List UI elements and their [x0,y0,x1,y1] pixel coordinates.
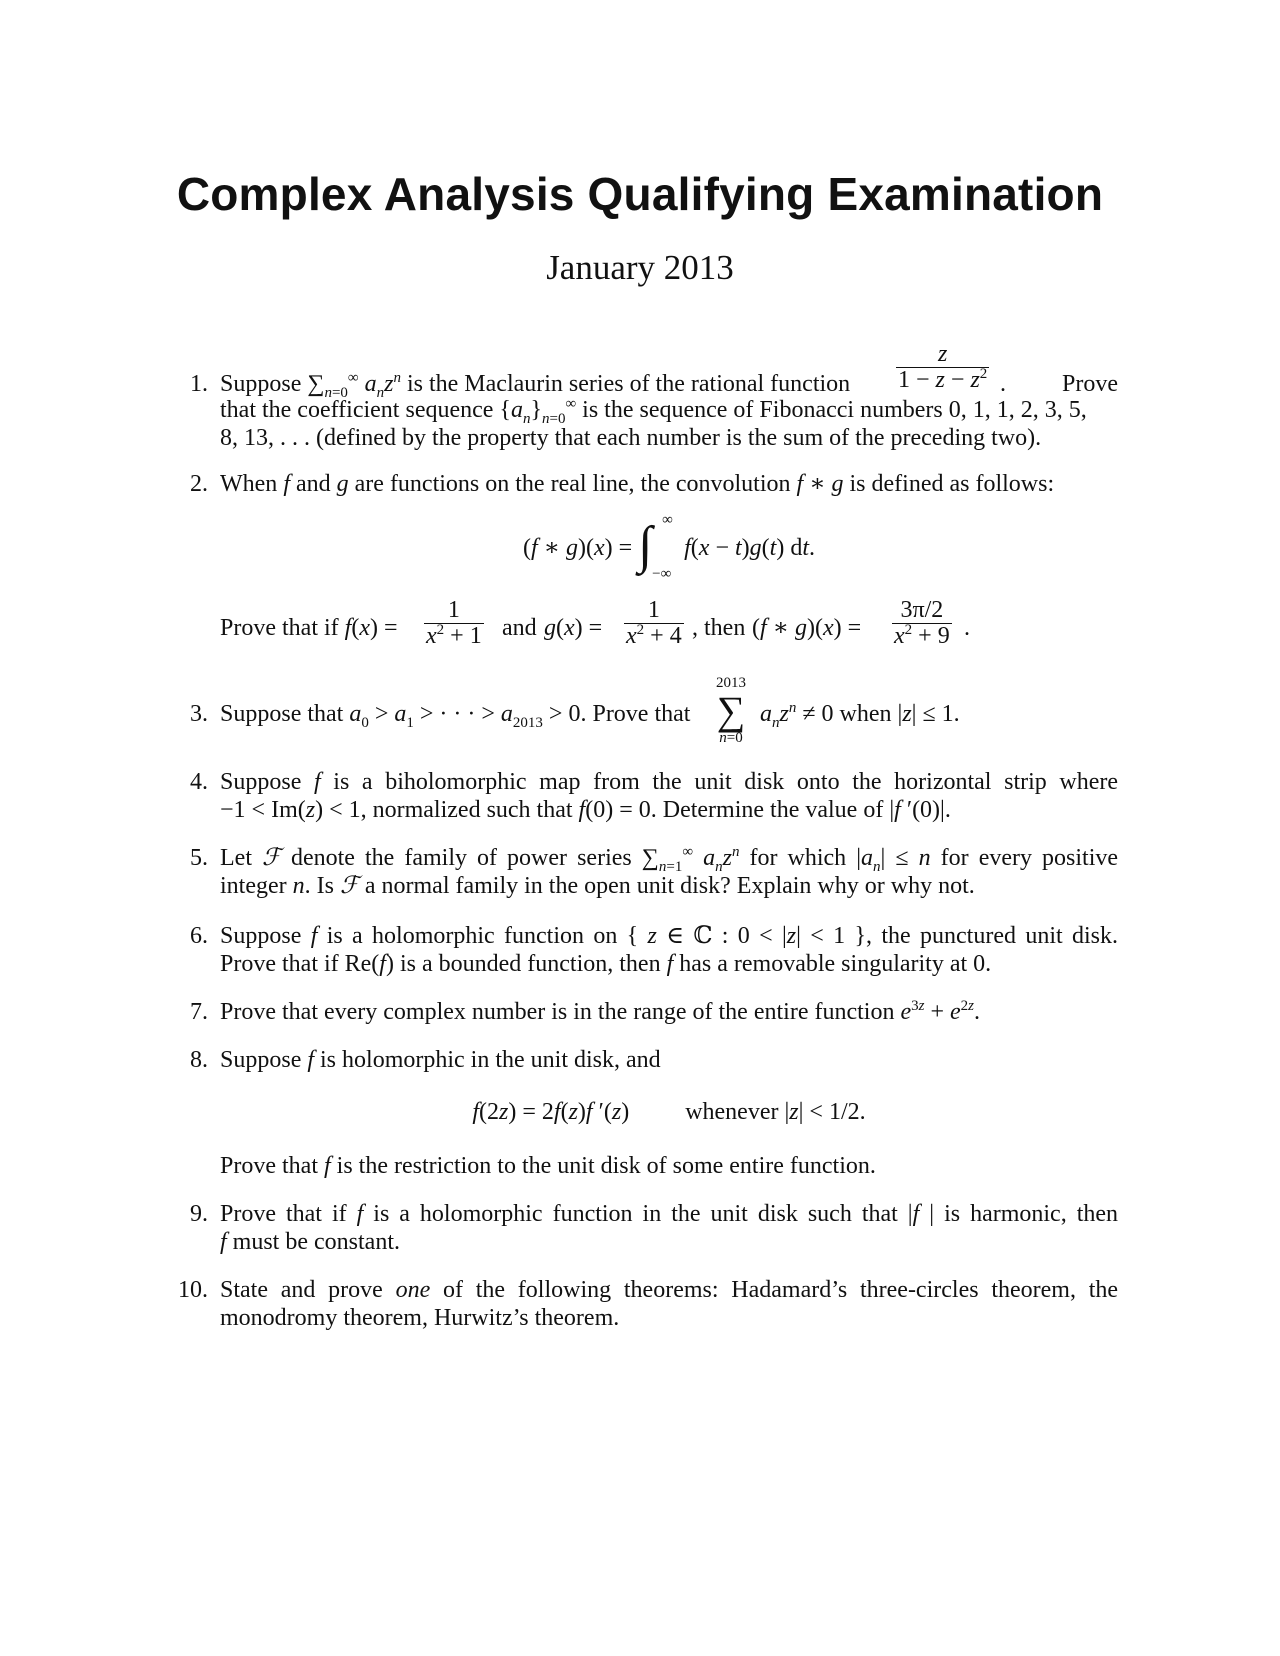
problem-number: 10. [178,1277,208,1303]
problem-text: Suppose f is holomorphic in the unit disk, and [220,1047,661,1073]
problem-text: Prove that if Re(f) is a bounded function, then f has a removable singularity at 0. [220,951,992,977]
problem-number: 6. [190,923,208,949]
problem-text: Prove that if f(x) = $\frac{1}{x^2 + 1}$ and g(x) = $\frac{1}{x^2 + 4}$ , then (f ∗ g)(x) = $\frac{3\pi/2}{x^2 + 9}$ . [220,597,970,650]
problem-text: Let ℱ denote the family of power series $\sum_{n=1}^\infty$ $a_nz^n$ for which $|a_n| \le n$ for every positive [220,844,1119,875]
problem-text: Prove that if f is a holomorphic function in the unit disk such that |f | is harmonic, then [220,1201,1119,1227]
problem-number: 2. [190,471,208,497]
problem-text: monodromy theorem, Hurwitz’s theorem. [220,1305,620,1331]
problem-number: 8. [190,1047,208,1073]
convolution-formula: (f ∗ g)(x) = ∫ ∞ −∞ f(x − t)g(t) dt. [522,512,816,582]
problem-text: Suppose f is a holomorphic function on { z ∈ ℂ : 0 < |z| < 1 }, the punctured unit disk. [220,923,1118,949]
problem-number: 9. [190,1201,208,1227]
exam-title: Complex Analysis Qualifying Examination [176,168,1104,220]
problem-number: 3. [190,701,208,727]
problem-text: f must be constant. [220,1229,400,1255]
problem-text: Prove that every complex number is in the range of the entire function $e^{3z} + e^{2z}$. [220,998,980,1025]
functional-equation: f(2z) = 2f(z)f ′(z) whenever |z| < 1/2. [472,1099,866,1125]
problem-text: integer n. Is ℱ a normal family in the open unit disk? Explain why or why not. [220,873,975,899]
exam-page: Complex Analysis Qualifying Examination January 2013 1. Suppose $\sum_{n=0}^\infty$ $a_nz^n$ is the Maclaurin series of the rational function $\frac{z}{1 - z - z^2}$ . Prove that the coefficient sequence $\{a_n\}_{n=0}^\infty$ is the sequence of Fibonacci numbers 0, 1, 1, 2, 3, 5, 8, 13, . . . (defined by the property that each number is the sum of the preceding two). 2. When f and g are functions on the real line, the convolution f ∗ g is defined as follows: (f ∗ g)(x) = ∫ ∞ −∞ f(x − t)g(t) dt. Prove that if f(x) = $\frac{1}{x^2 + 1}$ and g(x) = $\frac{1}{x^2 + 4}$ , then (f ∗ g)(x) = $\frac{3\pi/2}{x^2 + 9}$ . 3. Suppose that $a_0 > a_1$ > · · · > $a_{2013} > 0$. Prove that 2013 ∑ n=0 $a_nz^n \ne 0$ when |z| ≤ 1. 4. Suppose f is a biholomorphic map from the unit disk onto the horizontal strip where −1 < Im(z) < 1, normalized such that f(0) = 0. Determine the value of |f ′(0)|. 5. Let ℱ denote the family of power series $\sum_{n=1}^\infty$ $a_nz^n$ for which $|a_n| \le n$ for every positive integer n. Is ℱ a normal family in the open unit disk? Explain why or why not. 6. Suppose f is a holomorphic function on { z ∈ ℂ : 0 < |z| < 1 }, the punctured unit disk. Prove that if Re(f) is a bounded function, then f has a removable singularity at 0. 7. Prove that every complex number is in the range of the entire function $e^{3z} + e^{2z}$. 8. Suppose f is holomorphic in the unit disk, and f(2z) = 2f(z)f ′(z) whenever |z| < 1/2. Prove that f is the restriction to the unit disk of some entire function. 9. Prove that if f is a holomorphic function in the unit disk such that |f | is harmonic, then f must be constant. 10. State and prove one of the following theorems: Hadamard’s three-circles theorem, the monodromy theorem, Hurwitz’s theorem. [0,0,1280,1656]
problem-text: State and prove one of the following theorems: Hadamard’s three-circles theorem, the [220,1277,1119,1303]
problem-text: that the coefficient sequence $\{a_n\}_{n=0}^\infty$ is the sequence of Fibonacci numbers 0, 1, 1, 2, 3, 5, [220,396,1087,427]
problem-text: Suppose that $a_0 > a_1$ > · · · > $a_{2013} > 0$. Prove that 2013 ∑ n=0 $a_nz^n \ne 0$ when |z| ≤ 1. [220,675,960,746]
problem-text: 8, 13, . . . (defined by the property that each number is the sum of the preceding two). [220,425,1042,451]
problem-text: Prove [1062,371,1118,397]
exam-date: January 2013 [546,248,734,287]
problem-text: When f and g are functions on the real line, the convolution f ∗ g is defined as follows: [220,471,1055,497]
problem-text: −1 < Im(z) < 1, normalized such that f(0) = 0. Determine the value of |f ′(0)|. [220,797,951,823]
problem-text: Prove that f is the restriction to the unit disk of some entire function. [220,1153,876,1179]
problem-text: Suppose f is a biholomorphic map from the unit disk onto the horizontal strip where [220,769,1119,795]
problem-text: Suppose $\sum_{n=0}^\infty$ $a_nz^n$ is the Maclaurin series of the rational function [220,370,851,401]
problem-number: 1. [190,371,208,397]
problem-number: 7. [190,999,208,1025]
problem-number: 4. [190,769,208,795]
rational-function: $\frac{z}{1 - z - z^2}$ [898,341,988,394]
problem-number: 5. [190,845,208,871]
